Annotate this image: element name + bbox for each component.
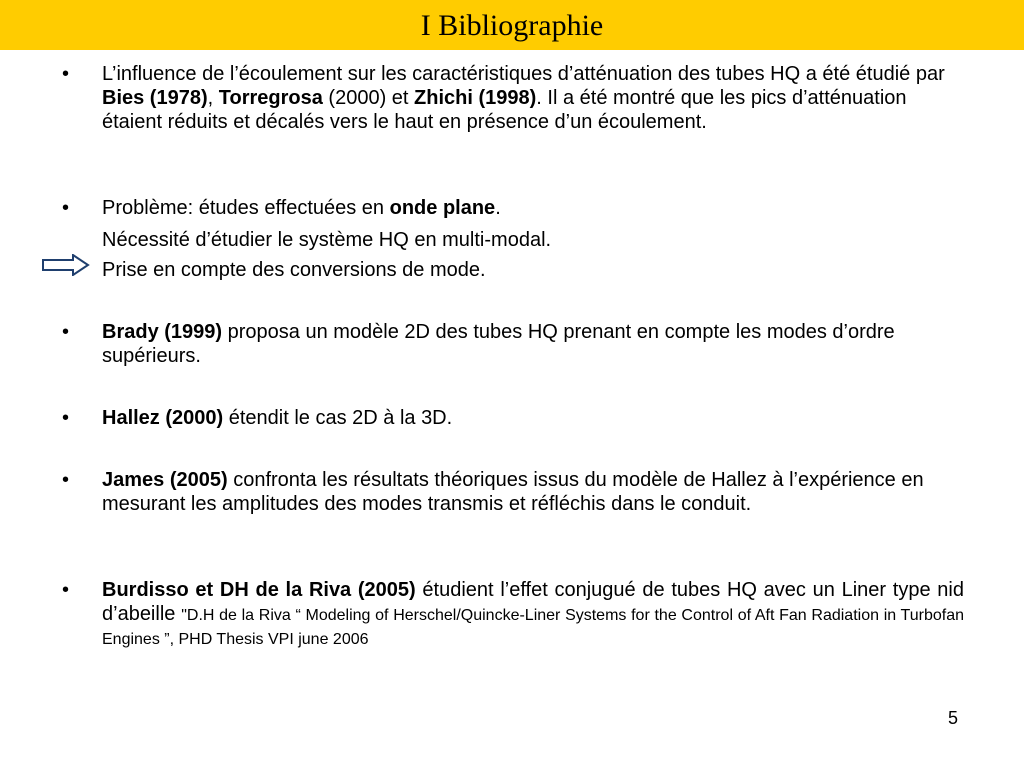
- keyword-onde-plane: onde plane: [389, 197, 496, 219]
- item-text: proposa un modèle 2D des tubes HQ prenant en compte les modes d’ordre supérieurs.: [102, 321, 895, 367]
- bullet-1: •: [62, 63, 70, 85]
- list-item-brady: [102, 320, 964, 368]
- bullet-5: •: [62, 469, 70, 491]
- citation-brady: Brady (1999): [102, 321, 223, 343]
- item-text: Problème: études effectuées en: [102, 197, 390, 219]
- list-item-flow-influence: [102, 62, 964, 134]
- list-item-james: [102, 468, 964, 516]
- title-bar: [0, 0, 1024, 50]
- item-text: étendit le cas 2D à la 3D.: [223, 407, 453, 429]
- citation-hallez: Hallez (2000): [102, 407, 224, 429]
- list-item-plane-wave: [102, 196, 964, 220]
- bullet-4: •: [62, 407, 70, 429]
- citation-james: James (2005): [102, 469, 228, 491]
- citation-torregrosa: Torregrosa: [218, 87, 323, 109]
- item-text: (2000) et: [322, 87, 415, 109]
- item-text: ,: [207, 87, 219, 109]
- item-text: .: [495, 197, 501, 219]
- item-text: étudient l’effet conjugué de tubes HQ avec un Liner type nid d’abeille: [102, 579, 964, 625]
- bullet-2: •: [62, 197, 70, 219]
- thesis-reference: "D.H de la Riva “ Modeling of Herschel/Quincke-Liner Systems for the Control of Aft Fan Radiation in Turbofan Engines ”, PHD Thesis VPI june 2006: [102, 607, 964, 648]
- citation-burdisso: Burdisso et DH de la Riva (2005): [102, 579, 416, 601]
- citation-bies: Bies (1978): [102, 87, 208, 109]
- item-text: . Il a été montré que les pics d’atténuation étaient réduits et décalés vers le haut en présence d’un écoulement.: [102, 87, 907, 133]
- list-item-hallez: [102, 406, 964, 430]
- page-number: 5: [948, 708, 959, 728]
- item-text: confronta les résultats théoriques issus du modèle de Hallez à l’expérience en mesurant les amplitudes des modes transmis et réfléchis dans le conduit.: [102, 469, 924, 515]
- bullet-3: •: [62, 321, 70, 343]
- list-item-burdisso: [102, 578, 964, 650]
- item-text: L’influence de l’écoulement sur les caractéristiques d’atténuation des tubes HQ a été étudié par: [102, 63, 945, 85]
- mode-conversion-line: Prise en compte des conversions de mode.: [102, 259, 486, 281]
- multimodal-line: Nécessité d’étudier le système HQ en multi-modal.: [102, 229, 552, 251]
- right-arrow-icon: [42, 254, 90, 276]
- citation-zhichi: Zhichi (1998): [414, 87, 537, 109]
- slide-title: I Bibliographie: [420, 9, 604, 42]
- bullet-6: •: [62, 579, 70, 601]
